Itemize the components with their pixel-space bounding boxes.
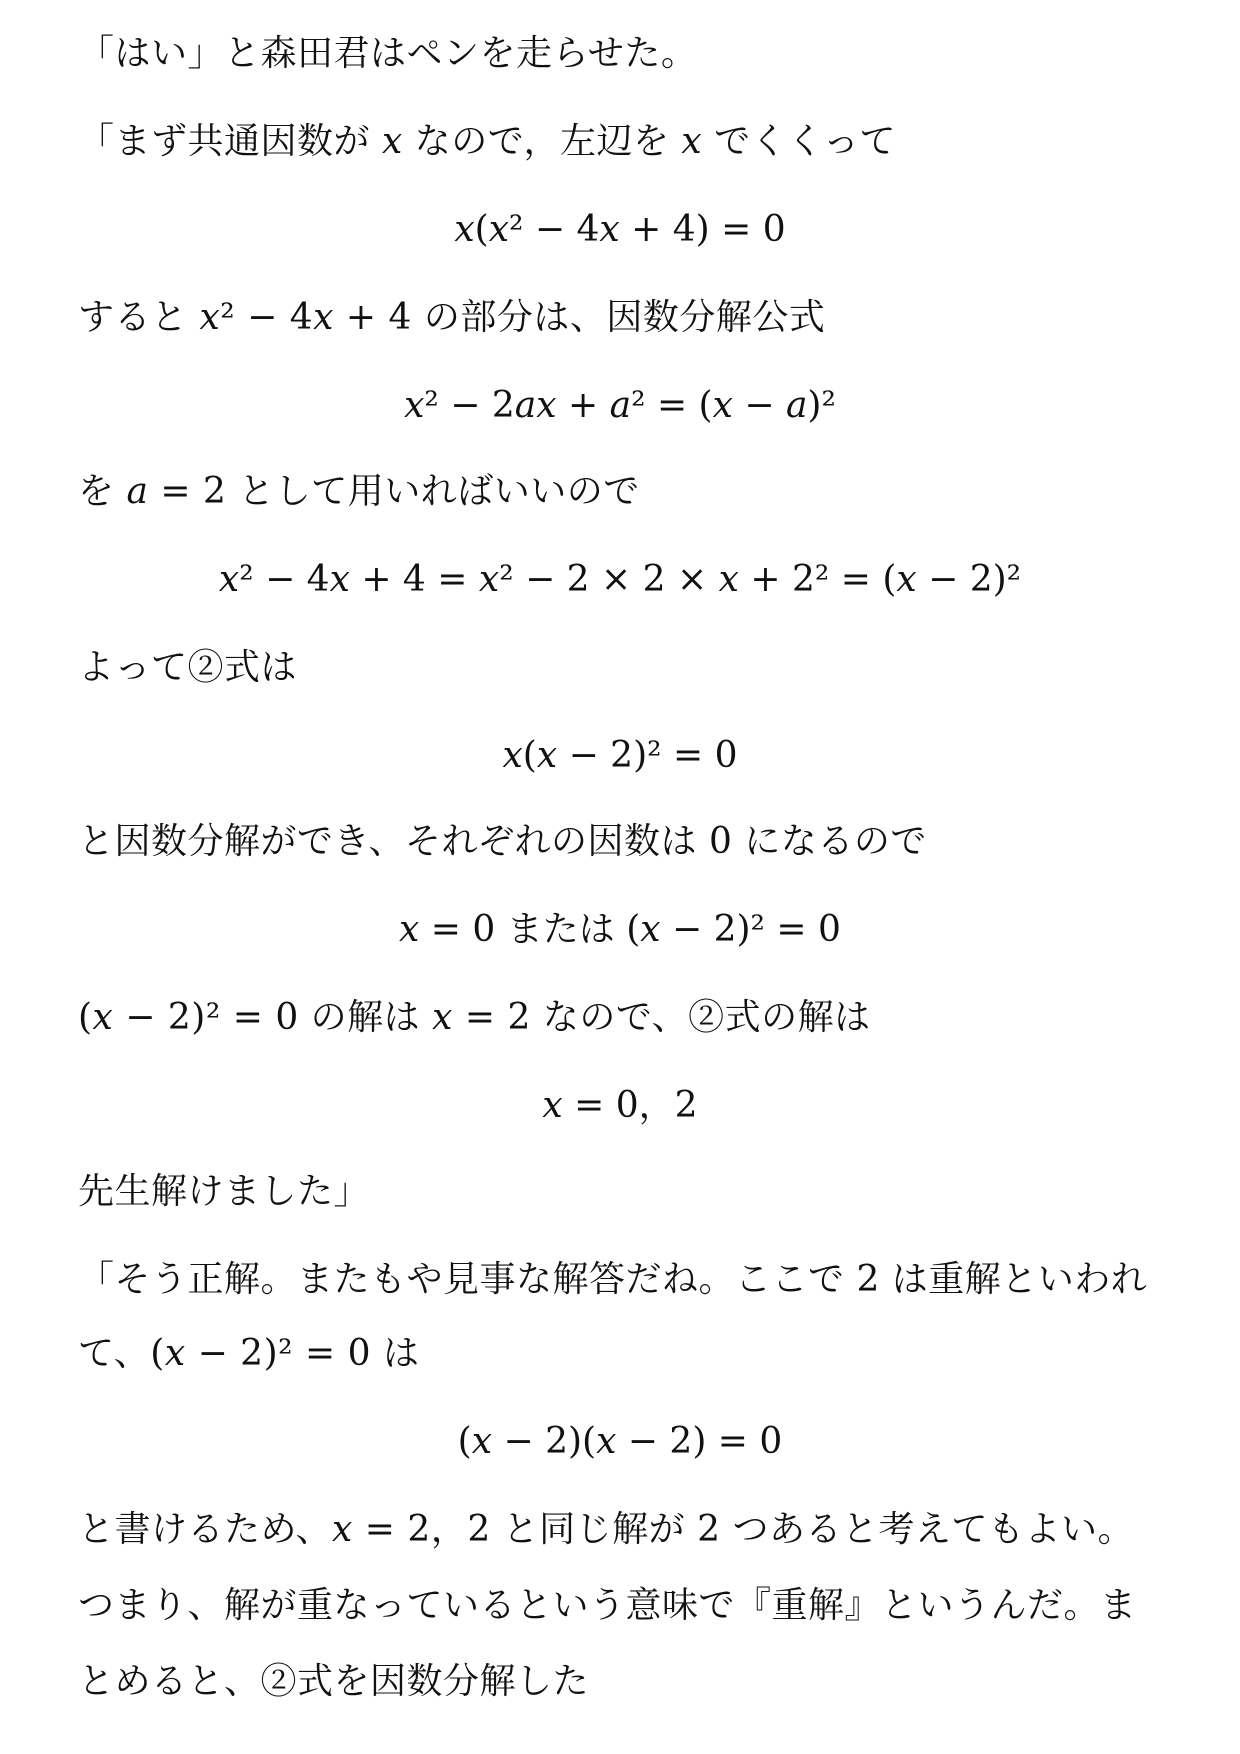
text-line: (𝑥 − 2)² = 0 の解は 𝑥 = 2 なので、②式の解は bbox=[78, 997, 871, 1038]
equation: 𝑥² − 4𝑥 + 4 = 𝑥² − 2 × 2 × 𝑥 + 2² = (𝑥 − 2)² bbox=[218, 559, 1022, 600]
text-line: と因数分解ができ、それぞれの因数は 0 になるので bbox=[78, 821, 927, 862]
text-line: 先生解けました」 bbox=[78, 1171, 371, 1212]
text-line: 「はい」と森田君はペンを走らせた。 bbox=[78, 33, 698, 74]
text-line: を 𝑎 = 2 として用いればいいので bbox=[78, 471, 640, 512]
text-line: て、(𝑥 − 2)² = 0 は bbox=[78, 1333, 420, 1374]
equation: (𝑥 − 2)(𝑥 − 2) = 0 bbox=[457, 1421, 783, 1462]
equation: 𝑥 = 0，2 bbox=[542, 1085, 698, 1126]
text-line: 「まず共通因数が 𝑥 なので，左辺を 𝑥 でくくって bbox=[78, 121, 896, 162]
text-line: と書けるため、𝑥 = 2，2 と同じ解が 2 つあると考えてもよい。 bbox=[78, 1509, 1134, 1550]
equation: 𝑥(𝑥² − 4𝑥 + 4) = 0 bbox=[454, 209, 786, 250]
text-line: すると 𝑥² − 4𝑥 + 4 の部分は、因数分解公式 bbox=[78, 297, 826, 338]
equation: 𝑥(𝑥 − 2)² = 0 bbox=[502, 735, 738, 776]
equation: 𝑥² − 2𝑎𝑥 + 𝑎² = (𝑥 − 𝑎)² bbox=[404, 385, 836, 426]
text-line: つまり、解が重なっているという意味で『重解』というんだ。ま bbox=[78, 1585, 1137, 1626]
equation: 𝑥 = 0 または (𝑥 − 2)² = 0 bbox=[399, 909, 841, 950]
text-line: とめると、②式を因数分解した bbox=[78, 1661, 590, 1702]
text-line: よって②式は bbox=[78, 647, 298, 688]
text-line: 「そう正解。またもや見事な解答だね。ここで 2 は重解といわれ bbox=[78, 1259, 1148, 1300]
